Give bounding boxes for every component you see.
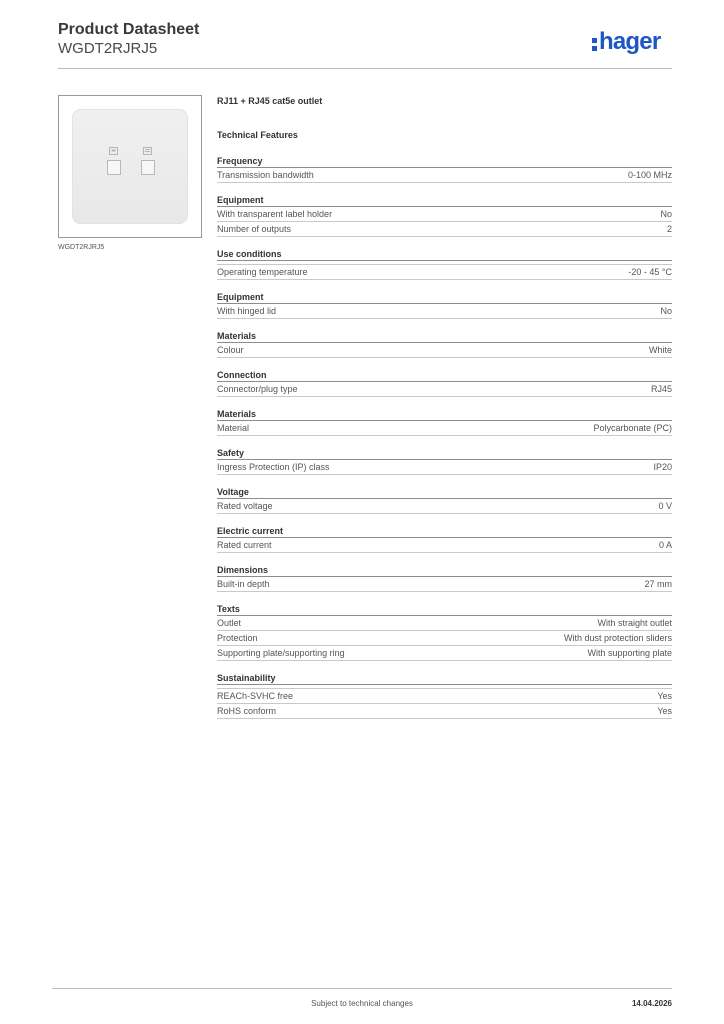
feature-value: 0-100 MHz <box>627 170 672 180</box>
feature-row <box>217 631 672 646</box>
telephone-port-icon <box>109 147 118 155</box>
header-divider <box>58 68 672 69</box>
rj11-socket <box>107 160 121 175</box>
feature-section <box>217 525 672 553</box>
feature-label: With hinged lid <box>217 306 277 316</box>
feature-section <box>217 486 672 514</box>
section-title: Equipment <box>217 194 672 207</box>
feature-value: 2 <box>666 224 672 234</box>
product-code: WGDT2RJRJ5 <box>58 40 158 57</box>
feature-row <box>217 577 672 592</box>
feature-value: 27 mm <box>644 579 672 589</box>
feature-label: Number of outputs <box>217 224 292 234</box>
rj45-socket <box>141 160 155 175</box>
feature-row <box>217 499 672 514</box>
feature-value: Yes <box>657 691 672 701</box>
section-title: Frequency <box>217 155 672 168</box>
section-title: Electric current <box>217 525 672 538</box>
technical-content <box>217 95 672 730</box>
feature-row <box>217 421 672 436</box>
feature-label: Built-in depth <box>217 579 270 589</box>
feature-row <box>217 264 672 280</box>
feature-value: 0 A <box>658 540 672 550</box>
feature-value: IP20 <box>653 462 672 472</box>
feature-label: Rated voltage <box>217 501 273 511</box>
logo-colon-icon <box>592 38 597 51</box>
feature-label: Transmission bandwidth <box>217 170 314 180</box>
feature-section <box>217 291 672 319</box>
section-title: Sustainability <box>217 672 672 685</box>
feature-label: Colour <box>217 345 244 355</box>
section-title: Materials <box>217 330 672 343</box>
feature-label: Ingress Protection (IP) class <box>217 462 330 472</box>
feature-value: No <box>660 306 672 316</box>
section-title: Texts <box>217 603 672 616</box>
feature-value: Yes <box>657 706 672 716</box>
feature-sections <box>217 155 672 719</box>
feature-value: Polycarbonate (PC) <box>593 423 672 433</box>
section-title: Safety <box>217 447 672 460</box>
feature-label: Supporting plate/supporting ring <box>217 648 345 658</box>
feature-section <box>217 672 672 719</box>
feature-section <box>217 194 672 237</box>
feature-section <box>217 155 672 183</box>
feature-row <box>217 222 672 237</box>
feature-value: With dust protection sliders <box>563 633 672 643</box>
feature-row <box>217 616 672 631</box>
feature-row <box>217 382 672 397</box>
footer-divider <box>52 988 672 989</box>
feature-value: White <box>648 345 672 355</box>
feature-section <box>217 564 672 592</box>
section-title: Voltage <box>217 486 672 499</box>
feature-label: Rated current <box>217 540 272 550</box>
feature-row <box>217 688 672 704</box>
section-title: Equipment <box>217 291 672 304</box>
product-image-caption: WGDT2RJRJ5 <box>58 244 105 251</box>
feature-section <box>217 248 672 280</box>
feature-section <box>217 603 672 661</box>
feature-section <box>217 369 672 397</box>
feature-row <box>217 704 672 719</box>
page-title: Product Datasheet <box>58 21 200 38</box>
product-image <box>58 95 202 238</box>
feature-section <box>217 408 672 436</box>
technical-features-title: Technical Features <box>217 130 298 140</box>
feature-row <box>217 646 672 661</box>
feature-value: No <box>660 209 672 219</box>
feature-label: REACh-SVHC free <box>217 691 294 701</box>
feature-label: With transparent label holder <box>217 209 333 219</box>
feature-label: Material <box>217 423 250 433</box>
feature-row <box>217 207 672 222</box>
feature-row <box>217 343 672 358</box>
feature-row <box>217 168 672 183</box>
section-title: Dimensions <box>217 564 672 577</box>
section-title: Connection <box>217 369 672 382</box>
feature-section <box>217 330 672 358</box>
feature-row <box>217 304 672 319</box>
hager-logo <box>592 28 660 56</box>
section-title: Use conditions <box>217 248 672 261</box>
footer-date: 14.04.2026 <box>631 999 672 1008</box>
outlet-faceplate <box>72 109 188 224</box>
feature-value: With straight outlet <box>597 618 672 628</box>
feature-value: 0 V <box>658 501 672 511</box>
product-name: RJ11 + RJ45 cat5e outlet <box>217 96 323 106</box>
feature-label: Operating temperature <box>217 267 308 277</box>
feature-label: Protection <box>217 633 258 643</box>
section-title: Materials <box>217 408 672 421</box>
logo-wordmark: hager <box>599 28 661 55</box>
feature-label: Outlet <box>217 618 242 628</box>
feature-value: RJ45 <box>650 384 672 394</box>
feature-label: RoHS conform <box>217 706 277 716</box>
feature-value: -20 - 45 °C <box>628 267 672 277</box>
feature-value: With supporting plate <box>587 648 672 658</box>
footer-notice: Subject to technical changes <box>311 999 413 1008</box>
feature-row <box>217 538 672 553</box>
feature-section <box>217 447 672 475</box>
network-port-icon <box>143 147 152 155</box>
feature-label: Connector/plug type <box>217 384 298 394</box>
feature-row <box>217 460 672 475</box>
